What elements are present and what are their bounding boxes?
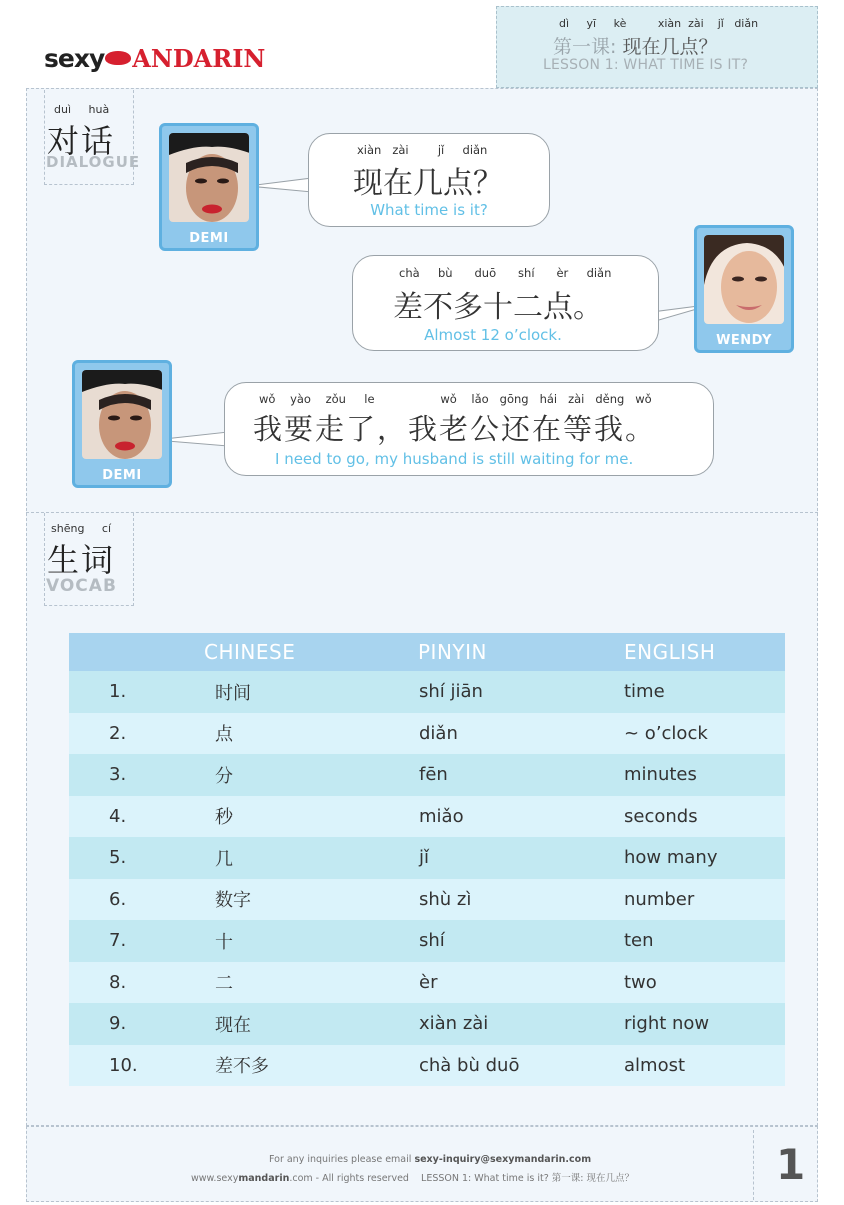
footer-email[interactable]: sexy-inquiry@sexymandarin.com bbox=[414, 1154, 592, 1165]
row-english: seconds bbox=[624, 796, 785, 838]
dialogue-heading: 对话 bbox=[47, 122, 116, 160]
bubble-chinese: 我要走了，我老公还在等我。 bbox=[253, 412, 657, 446]
row-number: 2. bbox=[69, 713, 204, 755]
row-pinyin: fēn bbox=[414, 754, 624, 796]
row-number: 8. bbox=[69, 962, 204, 1004]
row-pinyin: miǎo bbox=[414, 796, 624, 838]
table-row bbox=[69, 754, 785, 796]
header-english: ENGLISH bbox=[624, 633, 785, 671]
header-chinese: CHINESE bbox=[204, 633, 414, 671]
vocab-label: VOCAB bbox=[46, 576, 117, 596]
footer-inquiry: For any inquiries please email sexy-inquiry@sexymandarin.com bbox=[269, 1154, 592, 1165]
row-chinese: 十 bbox=[204, 920, 414, 962]
row-english: two bbox=[624, 962, 785, 1004]
portrait-demi bbox=[82, 370, 162, 459]
lesson-pinyin: dì yī kè xiàn zài jǐ diǎn bbox=[559, 17, 759, 30]
face-icon bbox=[704, 235, 784, 324]
vocab-heading: 生词 bbox=[47, 541, 116, 579]
row-chinese: 数字 bbox=[204, 879, 414, 921]
row-number: 5. bbox=[69, 837, 204, 879]
row-english: how many bbox=[624, 837, 785, 879]
speech-bubble-2 bbox=[352, 255, 659, 351]
footer-site[interactable]: www.sexymandarin.com - All rights reserved bbox=[191, 1173, 409, 1184]
row-english: right now bbox=[624, 1003, 785, 1045]
bubble-english: I need to go, my husband is still waiting for me. bbox=[275, 450, 634, 468]
bubble-chinese: 差不多十二点。 bbox=[393, 290, 603, 325]
bubble-pinyin: wǒ yào zǒu le wǒ lǎo gōng hái zài děng wǒ bbox=[259, 392, 652, 406]
table-row bbox=[69, 1045, 785, 1087]
vocab-pinyin: shēng cí bbox=[51, 522, 112, 535]
row-chinese: 分 bbox=[204, 754, 414, 796]
row-number: 4. bbox=[69, 796, 204, 838]
row-pinyin: xiàn zài bbox=[414, 1003, 624, 1045]
row-chinese: 二 bbox=[204, 962, 414, 1004]
face-icon bbox=[169, 133, 249, 222]
row-english: ~ o’clock bbox=[624, 713, 785, 755]
vocab-section-header bbox=[44, 513, 134, 606]
table-row bbox=[69, 796, 785, 838]
row-chinese: 点 bbox=[204, 713, 414, 755]
bubble-english: What time is it? bbox=[370, 201, 488, 219]
header-pinyin: PINYIN bbox=[414, 633, 624, 671]
speech-bubble-3 bbox=[224, 382, 714, 476]
row-english: number bbox=[624, 879, 785, 921]
face-icon bbox=[82, 370, 162, 459]
portrait-wendy bbox=[704, 235, 784, 324]
row-chinese: 秒 bbox=[204, 796, 414, 838]
row-number: 9. bbox=[69, 1003, 204, 1045]
table-row bbox=[69, 713, 785, 755]
table-header-row bbox=[69, 633, 785, 671]
lesson-subtitle: LESSON 1: WHAT TIME IS IT? bbox=[543, 57, 749, 73]
row-pinyin: chà bù duō bbox=[414, 1045, 624, 1087]
speech-bubble-1 bbox=[308, 133, 550, 227]
logo-text-mandarin: ANDARIN bbox=[132, 44, 266, 73]
row-chinese: 几 bbox=[204, 837, 414, 879]
table-row bbox=[69, 920, 785, 962]
logo-text-sexy: sexy bbox=[44, 44, 105, 73]
table-row bbox=[69, 837, 785, 879]
table-row bbox=[69, 671, 785, 713]
row-number: 3. bbox=[69, 754, 204, 796]
row-pinyin: shí jiān bbox=[414, 671, 624, 713]
row-chinese: 现在 bbox=[204, 1003, 414, 1045]
avatar-demi-2[interactable] bbox=[72, 360, 172, 488]
dialogue-label: DIALOGUE bbox=[46, 153, 141, 171]
footer-site-line bbox=[191, 1170, 634, 1184]
row-english: almost bbox=[624, 1045, 785, 1087]
row-english: ten bbox=[624, 920, 785, 962]
portrait-demi bbox=[169, 133, 249, 222]
table-row bbox=[69, 1003, 785, 1045]
avatar-wendy[interactable] bbox=[694, 225, 794, 353]
vocab-table bbox=[69, 633, 785, 1086]
row-chinese: 时间 bbox=[204, 671, 414, 713]
speaker-name: WENDY bbox=[716, 333, 772, 348]
row-number: 1. bbox=[69, 671, 204, 713]
avatar-demi[interactable] bbox=[159, 123, 259, 251]
row-pinyin: shù zì bbox=[414, 879, 624, 921]
row-pinyin: jǐ bbox=[414, 837, 624, 879]
footer-lesson-ref: LESSON 1: What time is it? 第一课: 现在几点？ bbox=[421, 1173, 634, 1184]
header-number bbox=[69, 633, 204, 671]
bubble-chinese: 现在几点？ bbox=[353, 166, 503, 201]
row-english: time bbox=[624, 671, 785, 713]
row-chinese: 差不多 bbox=[204, 1045, 414, 1087]
lesson-title: 第一课: 现在几点？ bbox=[553, 36, 718, 58]
speaker-name: DEMI bbox=[102, 468, 142, 483]
table-row bbox=[69, 879, 785, 921]
row-pinyin: èr bbox=[414, 962, 624, 1004]
bubble-english: Almost 12 o’clock. bbox=[424, 326, 562, 344]
bubble-pinyin: chà bù duō shí èr diǎn bbox=[399, 266, 612, 280]
bubble-pinyin: xiàn zài jǐ diǎn bbox=[357, 143, 488, 157]
row-number: 7. bbox=[69, 920, 204, 962]
row-english: minutes bbox=[624, 754, 785, 796]
table-row bbox=[69, 962, 785, 1004]
row-pinyin: shí bbox=[414, 920, 624, 962]
speaker-name: DEMI bbox=[189, 231, 229, 246]
dialogue-pinyin: duì huà bbox=[54, 103, 110, 116]
row-number: 6. bbox=[69, 879, 204, 921]
row-number: 10. bbox=[69, 1045, 204, 1087]
row-pinyin: diǎn bbox=[414, 713, 624, 755]
page-number: 1 bbox=[776, 1140, 806, 1189]
